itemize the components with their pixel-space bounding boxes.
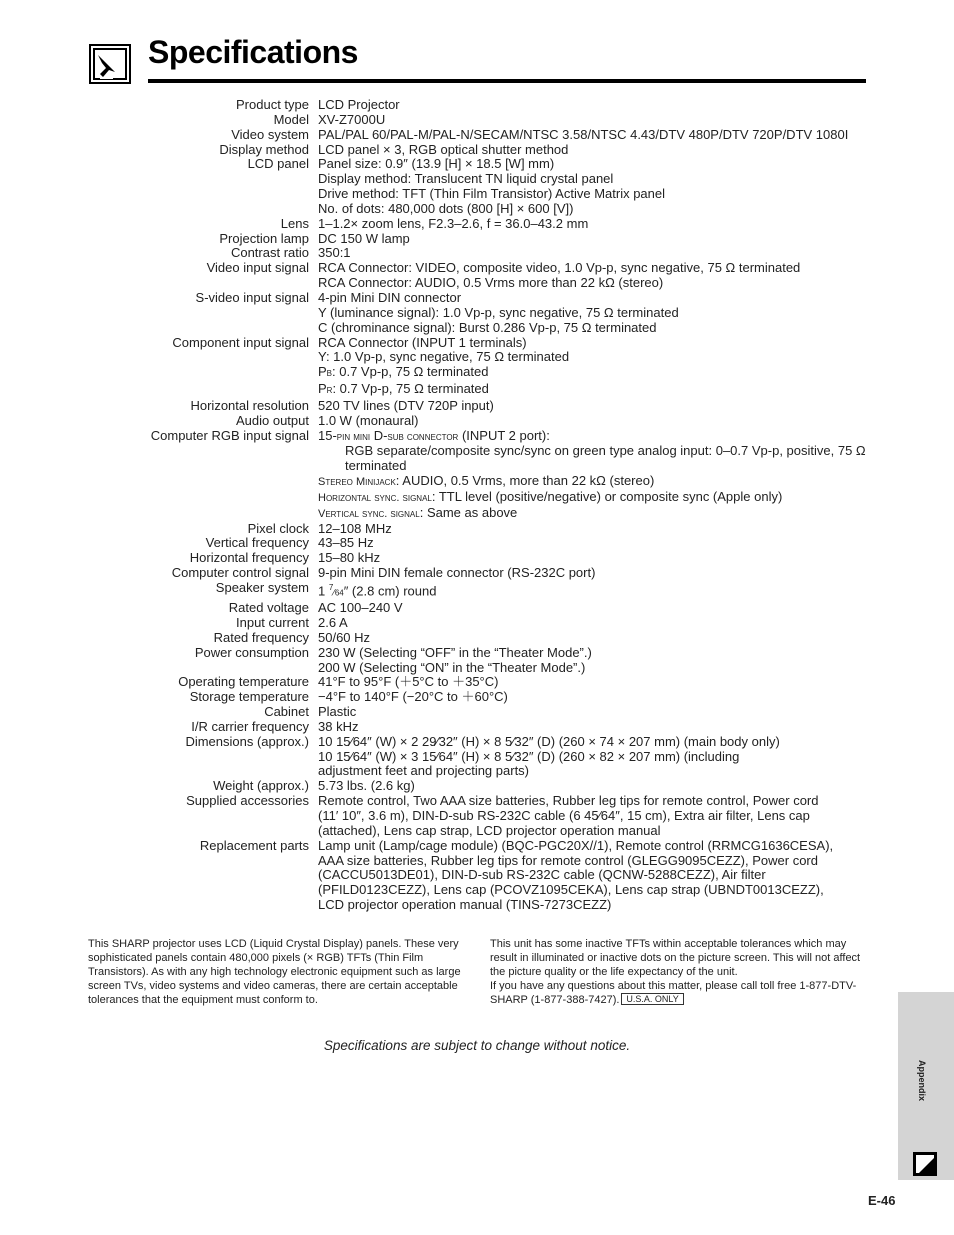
spec-value: 4-pin Mini DIN connector — [318, 289, 462, 305]
spec-value: Lamp unit (Lamp/cage module) (BQC-PGC20X//1), Remote control (RRMCG1636CESA), — [318, 837, 834, 853]
spec-label: Cabinet — [264, 704, 309, 720]
spec-value-vsync: Vertical sync. signal: Same as above — [318, 504, 518, 520]
spec-label: Contrast ratio — [230, 245, 309, 261]
spec-row-rated-frequency — [88, 631, 868, 646]
spec-label: Audio output — [235, 412, 309, 428]
spec-label: Model — [273, 111, 309, 127]
spec-value: 200 W (Selecting “ON” in the “Theater Mode”.) — [318, 659, 586, 675]
spec-label: I/R carrier frequency — [191, 718, 309, 734]
spec-value: LCD panel × 3, RGB optical shutter method — [318, 141, 569, 157]
spec-label: Horizontal frequency — [189, 550, 309, 566]
spec-label: Dimensions (approx.) — [185, 733, 309, 749]
spec-value: C (chrominance signal): Burst 0.286 Vp-p, 75 Ω terminated — [318, 319, 657, 335]
spec-value: 50/60 Hz — [318, 629, 371, 645]
spec-row-supplied-accessories — [88, 794, 868, 839]
inactive-tft-note — [490, 937, 870, 1007]
spec-label: Rated frequency — [213, 629, 309, 645]
spec-value: 38 kHz — [318, 718, 359, 734]
spec-label: Rated voltage — [228, 600, 309, 616]
spec-value: 520 TV lines (DTV 720P input) — [318, 397, 494, 413]
spec-value: 15–80 kHz — [318, 550, 381, 566]
spec-value: (CACCU5013DE01), DIN-D-sub RS-232C cable (QCNW-5288CEZZ), Air filter — [318, 867, 766, 883]
spec-label: Video system — [231, 126, 309, 142]
spec-row-dimensions — [88, 735, 868, 780]
spec-label: Component input signal — [172, 334, 309, 350]
spec-value-rgb: RGB separate/composite sync/sync on green type analog input: 0–0.7 Vp-p, positive, 75 Ω terminated — [345, 443, 866, 474]
spec-row-s-video-input-signal — [88, 291, 868, 336]
spec-value: PAL/PAL 60/PAL-M/PAL-N/SECAM/NTSC 3.58/NTSC 4.43/DTV 480P/DTV 720P/DTV 1080I — [318, 126, 849, 142]
spec-value: Plastic — [318, 704, 357, 720]
spec-label: Projection lamp — [219, 230, 309, 246]
spec-row-product-type — [88, 98, 868, 113]
spec-label: Horizontal resolution — [190, 397, 309, 413]
spec-label: Lens — [280, 215, 309, 231]
spec-row-model — [88, 113, 868, 128]
spec-value-stereo: Stereo Minijack: AUDIO, 0.5 Vrms, more than 22 kΩ (stereo) — [318, 473, 655, 489]
spec-row-cabinet — [88, 705, 868, 720]
spec-value: No. of dots: 480,000 dots (800 [H] × 600 [V]) — [318, 200, 574, 216]
spec-row-weight — [88, 779, 868, 794]
spec-value: DC 150 W lamp — [318, 230, 410, 246]
spec-value: 43–85 Hz — [318, 535, 374, 551]
spec-value: 2.6 A — [318, 615, 348, 631]
spec-row-lens — [88, 217, 868, 232]
spec-value-connector: 15-pin mini D-sub connector (INPUT 2 port): — [318, 427, 550, 443]
spec-row-operating-temperature — [88, 675, 868, 690]
spec-row-video-system — [88, 128, 868, 143]
spec-row-rated-voltage — [88, 601, 868, 616]
spec-label: Input current — [236, 615, 309, 631]
spec-value: 41°F to 95°F (＋5°C to ＋35°C) — [318, 674, 499, 690]
spec-value: XV-Z7000U — [318, 111, 386, 127]
page-number: E-46 — [868, 1193, 896, 1208]
spec-label: Speaker system — [215, 580, 309, 595]
spec-label: Computer control signal — [171, 565, 309, 581]
spec-value: Panel size: 0.9″ (13.9 [H] × 18.5 [W] mm) — [318, 156, 555, 172]
spec-value: 1.0 W (monaural) — [318, 412, 419, 428]
spec-value: Y: 1.0 Vp-p, sync negative, 75 Ω terminated — [318, 349, 570, 365]
side-tab-label: Appendix — [917, 1060, 927, 1102]
toll-free-text: If you have any questions about this matter, please call toll free 1-877-DTV-SHARP (1-877-388-7427). — [490, 980, 857, 1006]
spec-value: (attached), Lens cap strap, LCD projector operation manual — [318, 822, 661, 838]
inactive-tft-text: This unit has some inactive TFTs within acceptable tolerances which may result in illuminated or inactive dots on the picture screen. This will not affect the picture quality or the life expectancy of the unit. — [490, 938, 861, 978]
spec-value: 230 W (Selecting “OFF” in the “Theater Mode”.) — [318, 644, 592, 660]
spec-value: Remote control, Two AAA size batteries, Rubber leg tips for remote control, Power cord — [318, 793, 819, 809]
spec-label: Operating temperature — [178, 674, 309, 690]
spec-row-ir-carrier-frequency — [88, 720, 868, 735]
spec-row-contrast-ratio — [88, 246, 868, 261]
spec-value-pb: PB: 0.7 Vp-p, 75 Ω terminated — [318, 364, 489, 380]
spec-value: RCA Connector: AUDIO, 0.5 Vrms more than 22 kΩ (stereo) — [318, 275, 664, 291]
spec-value: 10 15⁄64″ (W) × 3 15⁄64″ (H) × 8 5⁄32″ (D) (260 × 82 × 207 mm) (including — [318, 748, 740, 764]
spec-row-replacement-parts — [88, 839, 868, 913]
spec-value: 9-pin Mini DIN female connector (RS-232C port) — [318, 565, 596, 581]
spec-value: Drive method: TFT (Thin Film Transistor) Active Matrix panel — [318, 186, 666, 202]
spec-row-power-consumption — [88, 646, 868, 676]
spec-value: AAA size batteries, Rubber leg tips for remote control (GLEGG9095CEZZ), Power cord — [318, 852, 818, 868]
spec-label: Supplied accessories — [186, 793, 309, 809]
spec-value-pr: PR: 0.7 Vp-p, 75 Ω terminated — [318, 381, 489, 397]
spec-value: adjustment feet and projecting parts) — [318, 763, 530, 779]
spec-label: Vertical frequency — [205, 535, 309, 551]
spec-value: Display method: Translucent TN liquid crystal panel — [318, 171, 614, 187]
spec-row-vertical-frequency — [88, 536, 868, 551]
disclaimer: Specifications are subject to change without notice. — [323, 1038, 631, 1053]
spec-label: Display method — [219, 141, 309, 157]
spec-value-speaker: 1 $^7$⁄64″ (2.8 cm) round — [318, 583, 437, 599]
spec-value: 350:1 — [318, 245, 351, 261]
spec-row-input-current — [88, 616, 868, 631]
spec-label: Storage temperature — [189, 689, 309, 705]
spec-label: Power consumption — [194, 644, 309, 660]
spec-value: 5.73 lbs. (2.6 kg) — [318, 778, 415, 794]
spec-value: 12–108 MHz — [318, 520, 392, 536]
spec-value-hsync: Horizontal sync. signal: TTL level (positive/negative) or composite sync (Apple only) — [318, 488, 783, 504]
spec-value: (PFILD0123CEZZ), Lens cap (PCOVZ1095CEKA), Lens cap strap (UBNDT0013CEZZ), — [318, 882, 824, 898]
specifications-table — [88, 98, 868, 913]
page-corner-icon — [913, 1152, 937, 1176]
spec-value: AC 100–240 V — [318, 600, 403, 616]
spec-value: 1–1.2× zoom lens, F2.3–2.6, f = 36.0–43.2 mm — [318, 215, 589, 231]
spec-row-component-input-signal — [88, 336, 868, 399]
spec-label: Weight (approx.) — [213, 778, 309, 794]
spec-row-computer-control-signal — [88, 566, 868, 581]
spec-label: Video input signal — [206, 260, 309, 276]
spec-value: −4°F to 140°F (−20°C to ＋60°C) — [318, 689, 508, 705]
spec-row-horizontal-frequency — [88, 551, 868, 566]
spec-row-lcd-panel — [88, 157, 868, 216]
spec-value: RCA Connector: VIDEO, composite video, 1.0 Vp-p, sync negative, 75 Ω terminated — [318, 260, 801, 276]
spec-label: Product type — [236, 97, 309, 112]
spec-row-pixel-clock — [88, 522, 868, 537]
spec-value: LCD Projector — [318, 97, 400, 112]
spec-row-speaker-system — [88, 581, 868, 601]
usa-only-badge: U.S.A. ONLY — [621, 993, 683, 1005]
spec-row-storage-temperature — [88, 690, 868, 705]
spec-value: 10 15⁄64″ (W) × 2 29⁄32″ (H) × 8 5⁄32″ (D) (260 × 74 × 207 mm) (main body only) — [318, 733, 780, 749]
document-corner-icon — [89, 44, 131, 84]
title-rule — [148, 79, 866, 83]
spec-value: Y (luminance signal): 1.0 Vp-p, sync negative, 75 Ω terminated — [318, 304, 679, 320]
spec-label: LCD panel — [247, 156, 309, 172]
spec-row-projection-lamp — [88, 232, 868, 247]
spec-label: Computer RGB input signal — [150, 427, 309, 443]
spec-row-computer-rgb-input-signal — [88, 429, 868, 522]
spec-label: Replacement parts — [199, 837, 309, 853]
spec-row-horizontal-resolution — [88, 399, 868, 414]
spec-label: Pixel clock — [247, 520, 309, 536]
spec-value: (11′ 10″, 3.6 m), DIN-D-sub RS-232C cable (6 45⁄64″, 15 cm), Extra air filter, Lens cap — [318, 807, 810, 823]
lcd-panel-note: This SHARP projector uses LCD (Liquid Crystal Display) panels. These very sophisticated panels contain 480,000 pixels (× RGB) TFTs (Thin Film Transistors). As with any high technology electronic equipment such as large screen TVs, video systems and video cameras, there are certain acceptable tolerances that the equipment must conform to. — [88, 938, 461, 1006]
spec-value: RCA Connector (INPUT 1 terminals) — [318, 334, 527, 350]
page-title: Specifications — [148, 34, 358, 70]
spec-label: S-video input signal — [195, 289, 309, 305]
spec-row-display-method — [88, 143, 868, 158]
spec-row-audio-output — [88, 414, 868, 429]
spec-row-video-input-signal — [88, 261, 868, 291]
spec-value: LCD projector operation manual (TINS-7273CEZZ) — [318, 897, 612, 913]
